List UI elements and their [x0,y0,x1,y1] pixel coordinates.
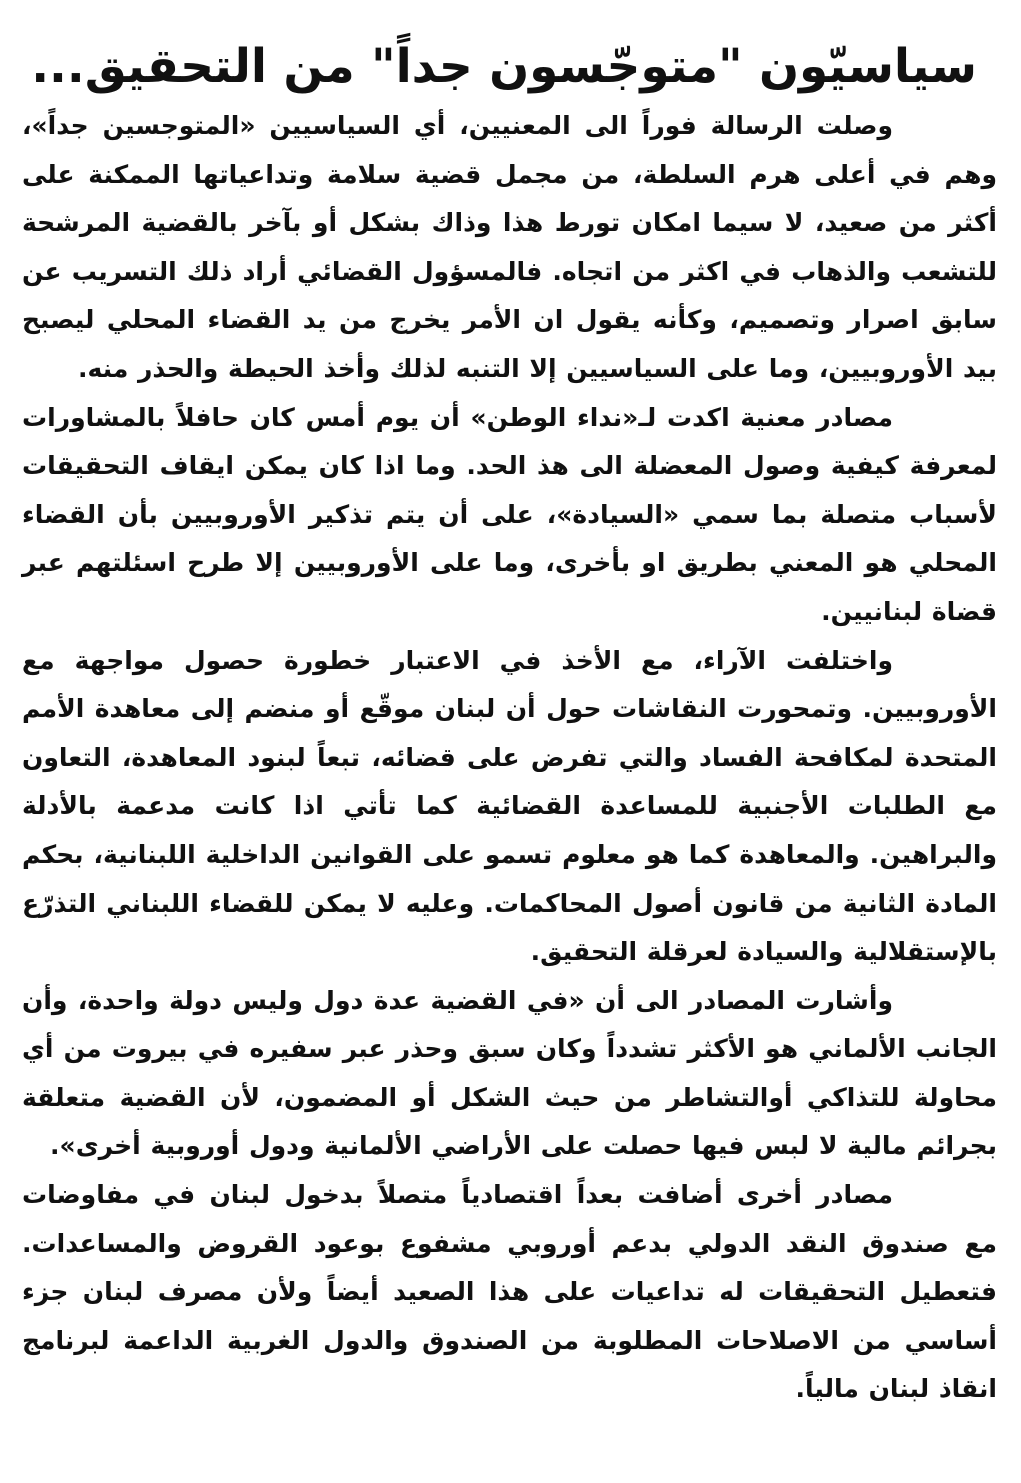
article-paragraph-1: وصلت الرسالة فوراً الى المعنيين، أي السياسيين «المتوجسين جداً»، وهم في أعلى هرم السلطة، من مجمل قضية سلامة وتداعياتها الممكنة على أكثر من صعيد، لا سيما امكان تورط هذا وذاك بشكل أو بآخر بالقضية المرشحة للتشعب والذهاب في اكثر من اتجاه. فالمسؤول القضائي أراد ذلك التسريب عن سابق اصرار وتصميم، وكأنه يقول ان الأمر يخرج من يد القضاء المحلي ليصبح بيد الأوروبيين، وما على السياسيين إلا التنبه لذلك وأخذ الحيطة والحذر منه. [22,111,997,383]
article-paragraph-5: مصادر أخرى أضافت بعداً اقتصادياً متصلاً بدخول لبنان في مفاوضات مع صندوق النقد الدولي بدعم أوروبي مشفوع بوعود القروض والمساعدات. فتعطيل التحقيقات له تداعيات على هذا الصعيد أيضاً ولأن مصرف لبنان جزء أساسي من الاصلاحات المطلوبة من الصندوق والدول الغربية الداعمة لبرنامج انقاذ لبنان مالياً. [22,1180,997,1404]
article-paragraph-4: وأشارت المصادر الى أن «في القضية عدة دول وليس دولة واحدة، وأن الجانب الألماني هو الأكثر تشدداً وكان سبق وحذر عبر سفيره في بيروت من أي محاولة للتذاكي أوالتشاطر من حيث الشكل أو المضمون، لأن القضية متعلقة بجرائم مالية لا لبس فيها حصلت على الأراضي الألمانية ودول أوروبية أخرى». [22,985,997,1161]
article-body [22,102,997,1414]
article-paragraph-3: واختلفت الآراء، مع الأخذ في الاعتبار خطورة حصول مواجهة مع الأوروبيين. وتمحورت النقاشات حول أن لبنان موقّع أو منضم إلى معاهدة الأمم المتحدة لمكافحة الفساد والتي تفرض على قضائه، تبعاً لبنود المعاهدة، التعاون مع الطلبات الأجنبية للمساعدة القضائية كما تأتي اذا كانت مدعمة بالأدلة والبراهين. والمعاهدة كما هو معلوم تسمو على القوانين الداخلية اللبنانية، بحكم المادة الثانية من قانون أصول المحاكمات. وعليه لا يمكن للقضاء اللبناني التذرّع بالإستقلالية والسيادة لعرقلة التحقيق. [22,645,997,967]
article-paragraph-2: مصادر معنية اكدت لـ«نداء الوطن» أن يوم أمس كان حافلاً بالمشاورات لمعرفة كيفية وصول المعضلة الى هذ الحد. وما اذا كان يمكن ايقاف التحقيقات لأسباب متصلة بما سمي «السيادة»، على أن يتم تذكير الأوروبيين بأن القضاء المحلي هو المعني بطريق او بأخرى، وما على الأوروبيين إلا طرح اسئلتهم عبر قضاة لبنانيين. [22,402,997,626]
article-headline: سياسيّون "متوجّسون جداً" من التحقيق... [31,39,977,94]
